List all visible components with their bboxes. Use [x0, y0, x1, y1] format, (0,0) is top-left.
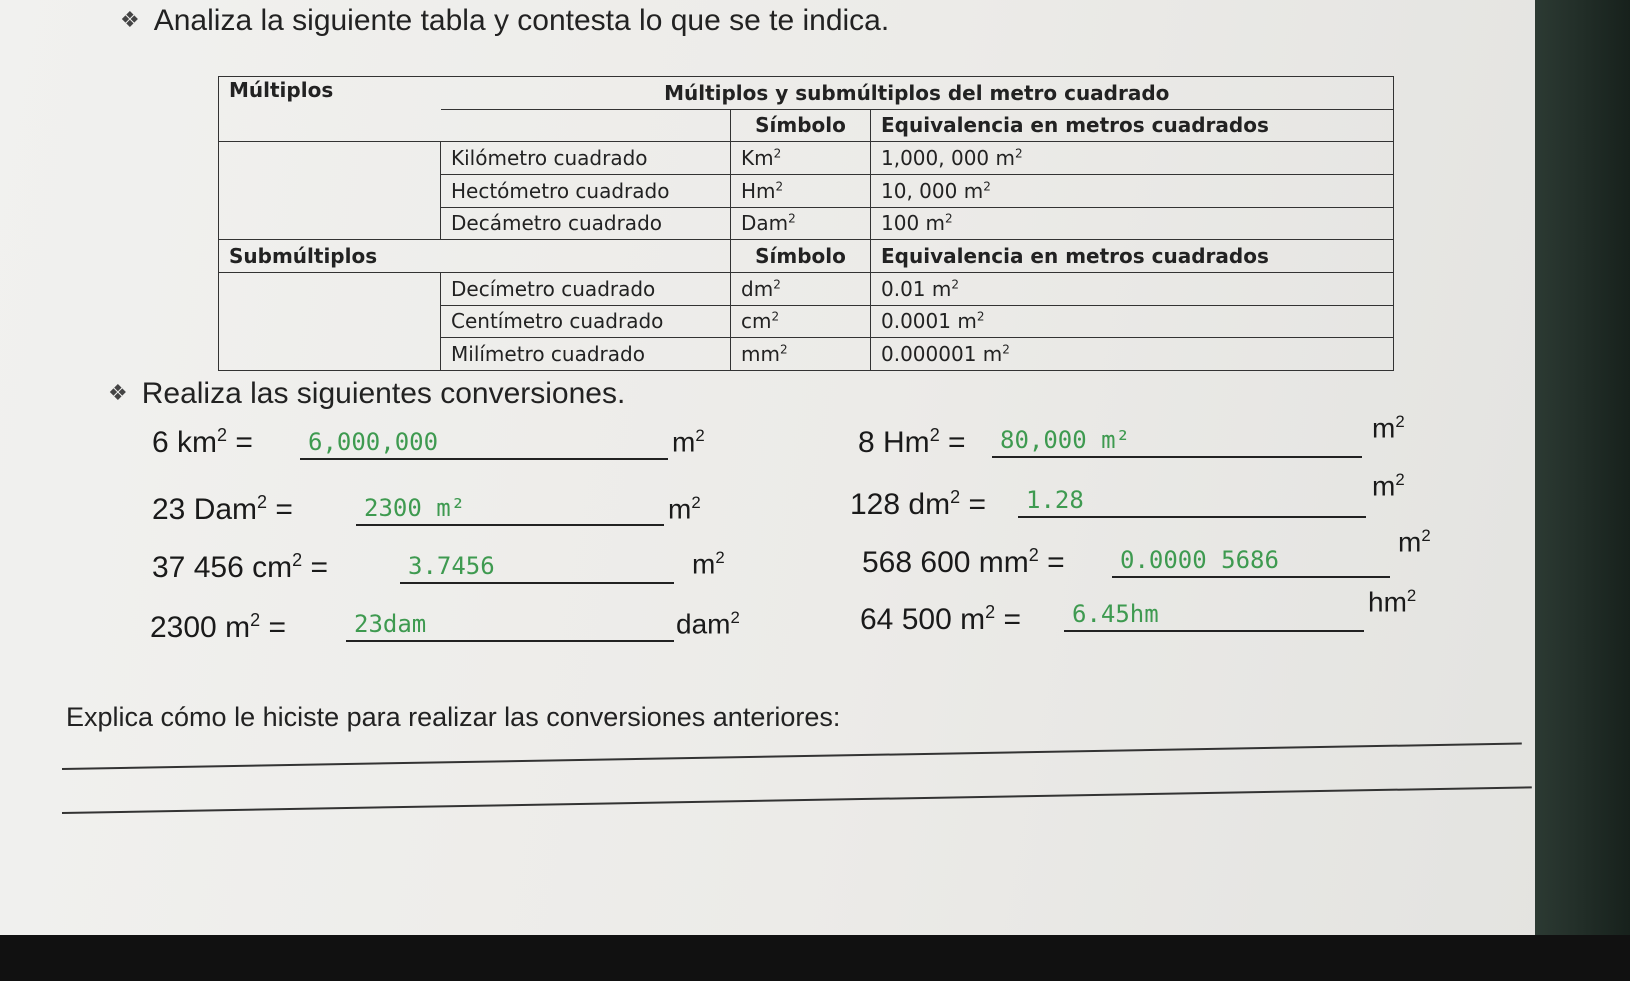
- equivalence-header: Equivalencia en metros cuadrados: [871, 109, 1394, 142]
- submultiples-header: Submúltiplos: [219, 240, 731, 273]
- answer-field[interactable]: 23dam: [346, 610, 674, 642]
- conversion-question: 64 500 $m^2$ =: [860, 602, 1021, 636]
- target-unit: $m^2$: [1372, 470, 1405, 502]
- unit-equivalence: 0.000001 $m^2$: [871, 338, 1394, 371]
- analyze-heading: [120, 4, 889, 38]
- diamond-bullet-icon: ❖: [108, 380, 128, 405]
- units-table: [218, 76, 1394, 371]
- conversion-question: 23 Dam$^2$ =: [152, 492, 293, 526]
- convert-text: Realiza las siguientes conversiones.: [141, 377, 626, 410]
- symbol-header: Símbolo: [731, 109, 871, 142]
- answer-field[interactable]: 0.0000 5686: [1112, 546, 1390, 578]
- answer-field[interactable]: 1.28: [1018, 486, 1366, 518]
- unit-symbol: Km$^2$: [731, 142, 871, 175]
- answer-field[interactable]: 3.7456: [400, 552, 674, 584]
- unit-name: Decímetro cuadrado: [441, 272, 731, 305]
- unit-symbol: Hm$^2$: [731, 174, 871, 207]
- conversion-question: 6 $km^2$ =: [152, 425, 253, 459]
- blank-cell: [219, 272, 441, 370]
- target-unit: $hm^2$: [1368, 586, 1417, 618]
- unit-name: Hectómetro cuadrado: [441, 174, 731, 207]
- conversion-question: 568 600 $mm^2$ =: [862, 545, 1065, 579]
- unit-equivalence: 10, 000 $m^2$: [871, 174, 1394, 207]
- unit-symbol: Dam$^2$: [731, 207, 871, 240]
- target-unit: dam$^2$: [676, 608, 740, 640]
- target-unit: $m^2$: [1372, 412, 1405, 444]
- convert-heading: [108, 377, 625, 411]
- unit-equivalence: 100 $m^2$: [871, 207, 1394, 240]
- answer-field[interactable]: 2300 m²: [356, 494, 664, 526]
- target-unit: $m^2$: [692, 548, 725, 580]
- conversion-question: 128 $dm^2$ =: [850, 487, 986, 521]
- blank-cell: [219, 142, 441, 240]
- spacer-cell: [219, 109, 441, 142]
- unit-symbol: $dm^2$: [731, 272, 871, 305]
- target-unit: $m^2$: [668, 493, 701, 525]
- conversion-question: 8 Hm$^2$ =: [858, 425, 966, 459]
- symbol-header: Símbolo: [731, 240, 871, 273]
- diamond-bullet-icon: ❖: [120, 7, 140, 32]
- unit-name: Decámetro cuadrado: [441, 207, 731, 240]
- unit-symbol: $mm^2$: [731, 338, 871, 371]
- unit-name: Kilómetro cuadrado: [441, 142, 731, 175]
- unit-name: Centímetro cuadrado: [441, 305, 731, 338]
- unit-equivalence: 0.0001 $m^2$: [871, 305, 1394, 338]
- table-title: Múltiplos y submúltiplos del metro cuadrado: [441, 77, 1394, 110]
- unit-equivalence: 1,000, 000 $m^2$: [871, 142, 1394, 175]
- spacer-cell: [441, 109, 731, 142]
- conversion-question: 37 456 $cm^2$ =: [152, 550, 328, 584]
- answer-field[interactable]: 80,000 m²: [992, 426, 1362, 458]
- equivalence-header: Equivalencia en metros cuadrados: [871, 240, 1394, 273]
- background-edge: [1535, 0, 1630, 981]
- multiples-header: Múltiplos: [219, 77, 441, 110]
- unit-symbol: $cm^2$: [731, 305, 871, 338]
- unit-equivalence: 0.01 $m^2$: [871, 272, 1394, 305]
- unit-name: Milímetro cuadrado: [441, 338, 731, 371]
- background-bottom: [0, 935, 1630, 981]
- target-unit: $m^2$: [672, 426, 705, 458]
- target-unit: $m^2$: [1398, 526, 1431, 558]
- conversion-question: 2300 $m^2$ =: [150, 610, 286, 644]
- analyze-text: Analiza la siguiente tabla y contesta lo que se te indica.: [153, 4, 890, 37]
- answer-field[interactable]: 6,000,000: [300, 428, 668, 460]
- answer-field[interactable]: 6.45hm: [1064, 600, 1364, 632]
- explain-prompt: Explica cómo le hiciste para realizar las conversiones anteriores:: [66, 702, 841, 732]
